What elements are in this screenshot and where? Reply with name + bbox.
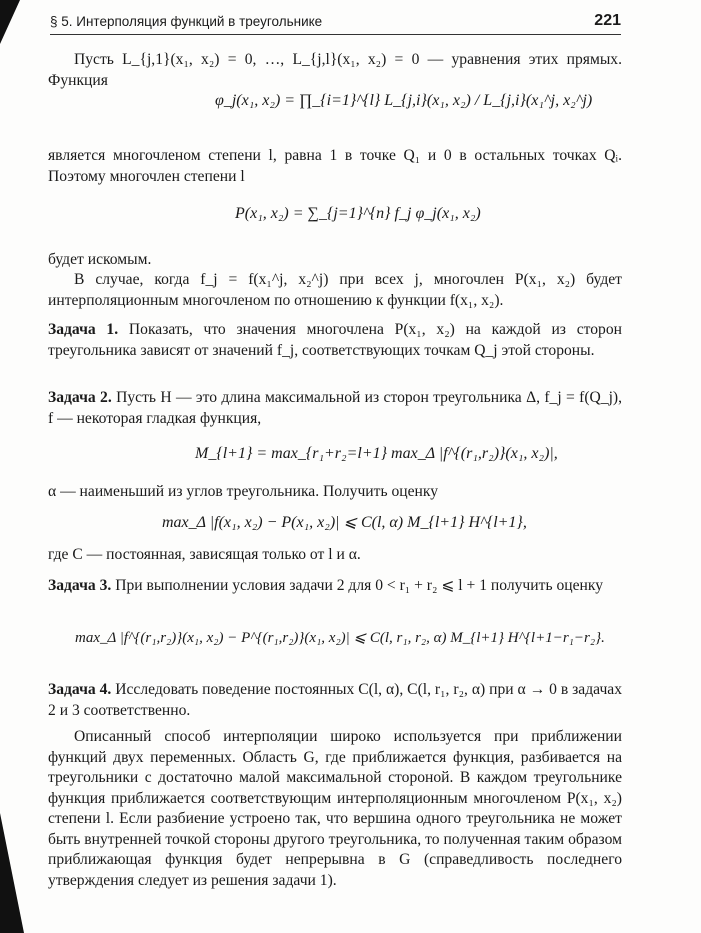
task-2-label: Задача 2. [48,389,112,406]
task-4-label: Задача 4. [48,681,112,698]
running-header [50,12,621,35]
task-4-text: Исследовать поведение постоянных C(l, α), C(l, r₁, r₂, α) при α → 0 в задачах 2 и 3 соответственно. [48,681,623,719]
formula-phi: φ_j(x₁, x₂) = ∏_{i=1}^{l} L_{j,i}(x₁, x₂) / L_{j,i}(x₁^j, x₂^j) [215,92,593,109]
page-number: 221 [594,12,621,29]
scan-corner-shadow-bottom [0,813,24,933]
task-1-text: Показать, что значения многочлена P(x₁, x₂) на каждой из сторон треугольника зависят от значений f_j, соответствующих точкам Q_j этой стороны. [48,321,622,359]
formula-P: P(x₁, x₂) = ∑_{j=1}^{n} f_j φ_j(x₁, x₂) [235,205,481,222]
section-title: § 5. Интерполяция функций в треугольнике [50,14,323,29]
scan-corner-shadow-top [0,0,20,44]
paragraph-will-be-sought: будет искомым. [48,251,152,268]
paragraph-smallest-angle: α — наименьший из углов треугольника. Получить оценку [48,483,439,500]
paragraph-interpolation-case: В случае, когда f_j = f(x₁^j, x₂^j) при всех j, многочлен P(x₁, x₂) будет интерполяционным многочленом по отношению к функции f(x₁, x₂). [48,271,622,309]
task-2-text: Пусть H — это длина максимальной из сторон треугольника Δ, f_j = f(Q_j), f — некоторая гладкая функция, [48,389,623,427]
formula-M: M_{l+1} = max_{r₁+r₂=l+1} max_Δ |f^{(r₁,r₂)}(x₁, x₂)|, [195,445,558,462]
task-1-label: Задача 1. [48,321,119,338]
task-3-text: При выполнении условия задачи 2 для 0 < r₁ + r₂ ⩽ l + 1 получить оценку [115,577,604,594]
task-3-label: Задача 3. [48,577,112,594]
paragraph-polynomial-degree: является многочленом степени l, равна 1 в точке Q₁ и 0 в остальных точках Qᵢ. Поэтому многочлен степени l [48,147,622,185]
task-3 [48,576,622,597]
paragraph-constant-C: где C — постоянная, зависящая только от l и α. [48,546,361,563]
task-2 [48,388,622,429]
formula-derivative-estimate: max_Δ |f^{(r₁,r₂)}(x₁, x₂) − P^{(r₁,r₂)}(x₁, x₂)| ⩽ C(l, r₁, r₂, α) M_{l+1} H^{l+1−r₁−r₂}. [75,630,605,646]
task-4 [48,680,622,721]
paragraph-line-equations: Пусть L_{j,1}(x₁, x₂) = 0, …, L_{j,l}(x₁, x₂) = 0 — уравнения этих прямых. Функция [48,51,622,89]
task-1 [48,320,622,361]
paragraph-method-description: Описанный способ интерполяции широко используется при приближении функций двух переменных. Область G, где приближается функция, разбивается на треугольники с достаточно малой максимальной стороной. В каждом треугольнике функция приближается соответствующим интерполяционным многочленом P(x₁, x₂) степени l. Если разбиение устроено так, что вершина одного треугольника не может быть внутренней точкой стороны другого треугольника, то полученная таким образом приближающая функция будет непрерывна в G (справедливость последнего утверждения следует из решения задачи 1). [48,728,622,889]
formula-estimate: max_Δ |f(x₁, x₂) − P(x₁, x₂)| ⩽ C(l, α) M_{l+1} H^{l+1}, [162,514,527,531]
